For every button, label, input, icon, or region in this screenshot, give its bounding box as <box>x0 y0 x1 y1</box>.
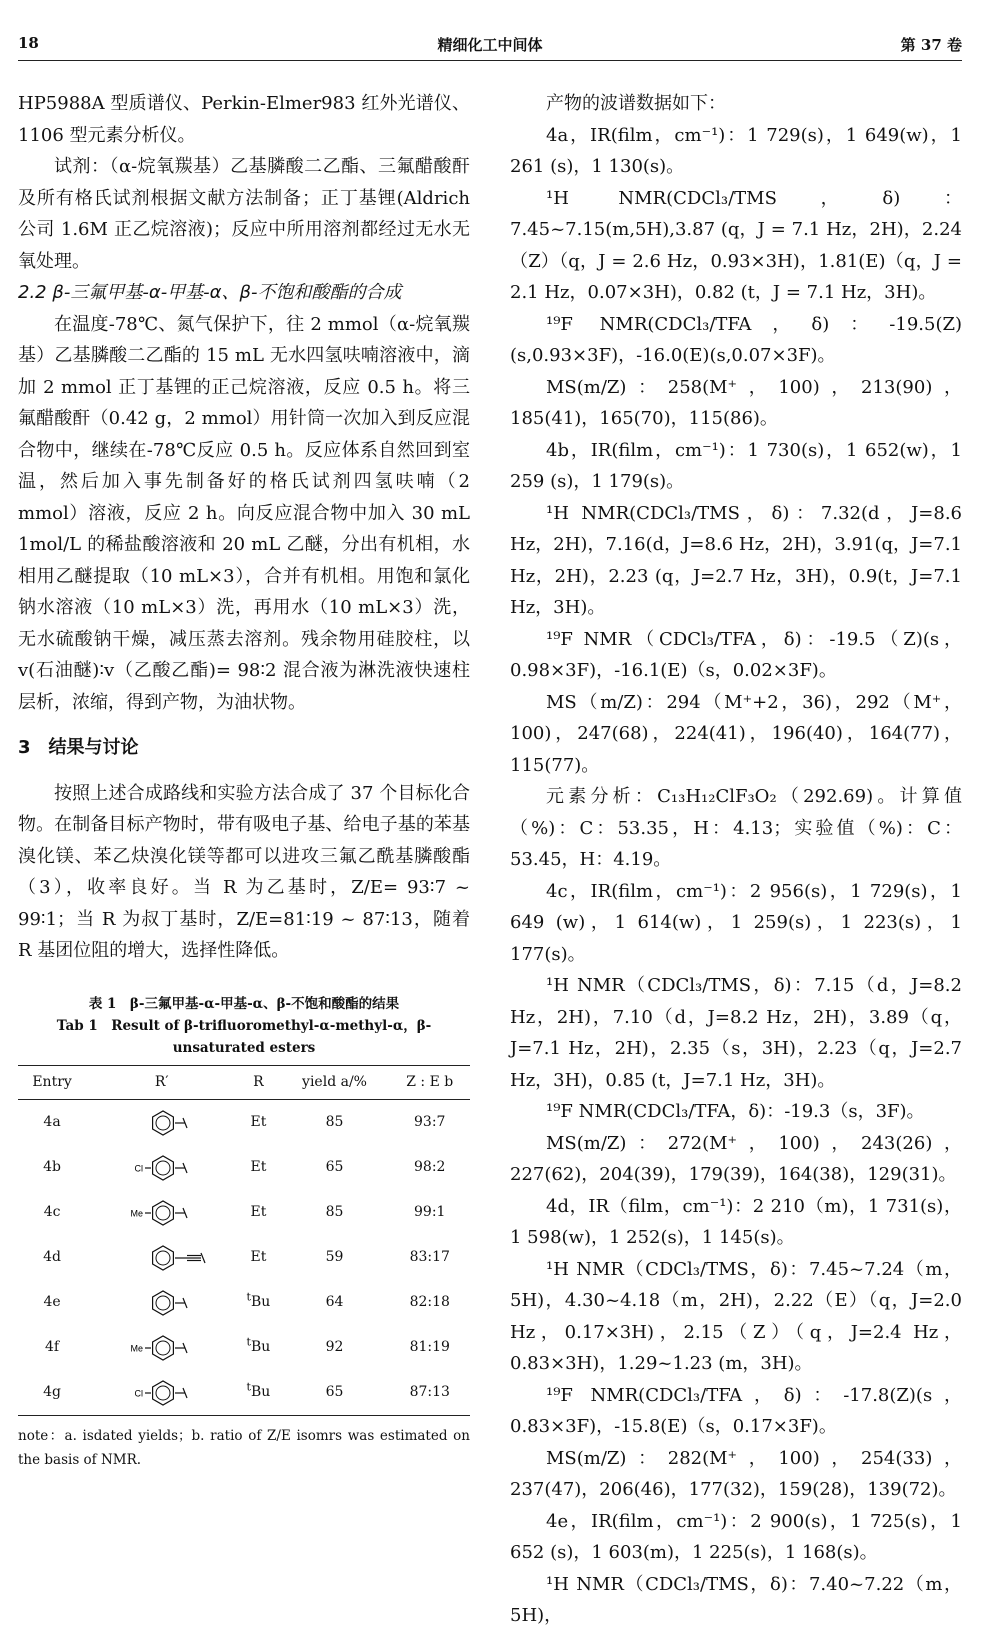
ze-ratio-cell: 98:2 <box>414 1158 446 1175</box>
ze-ratio-cell: 87:13 <box>390 1370 471 1416</box>
col-yield: yield a/% <box>280 1065 390 1100</box>
ze-ratio-cell: 93:7 <box>414 1113 446 1130</box>
substituent-structure-icon <box>117 1331 207 1365</box>
r-cell: $^t$Bu <box>237 1370 279 1416</box>
r-cell: Et <box>250 1203 267 1220</box>
substituent-structure-icon <box>117 1196 207 1230</box>
yield-cell: 92 <box>325 1338 344 1355</box>
volume-label: 第 37 卷 <box>900 36 962 54</box>
spectra-4e-ir: 4e，IR(film，cm⁻¹)：2 900(s)，1 725(s)，1 652 (s)，1 603(m)，1 225(s)，1 168(s)。 <box>510 1510 962 1563</box>
rprime-cell <box>86 1190 237 1235</box>
section-heading-results: 3 结果与讨论 <box>18 737 139 758</box>
results-paragraph: 按照上述合成路线和实验方法合成了 37 个目标化合物。在制备目标产物时，带有吸电子基、给电子基的苯基溴化镁、苯乙炔溴化镁等都可以进攻三氟乙酰基膦酸酯（3），收率良好。当 R 为乙基时，Z/E= 93∶7 ~ 99∶1；当 R 为叔丁基时，Z/E=81∶19 ~ 87∶13，随着 R 基团位阻的增大，选择性降低。 <box>18 782 470 961</box>
rprime-cell <box>86 1280 237 1325</box>
r-cell: Et <box>250 1113 267 1130</box>
rprime-cell <box>86 1100 237 1146</box>
chloro-label: Cl <box>134 1163 143 1173</box>
table-caption-cn: 表 1 β-三氟甲基-α-甲基-α、β-不饱和酸酯的结果 <box>88 995 400 1012</box>
methyl-label: Me <box>130 1208 143 1218</box>
col-rprime: R′ <box>86 1065 237 1100</box>
col-ze: Z : E b <box>390 1065 471 1100</box>
entry-cell: 4b <box>43 1158 61 1175</box>
yield-cell: 59 <box>325 1248 344 1265</box>
yield-cell: 65 <box>280 1370 390 1416</box>
spectra-4d-hnmr: ¹H NMR（CDCl₃/TMS，δ)：7.45~7.24（m，5H)，4.30~4.18（m，2H)，2.22（E）（q，J=2.0 Hz，0.17×3H)，2.15（Z）（q，J=2.4 Hz，0.83×3H)，1.29~1.23 (m，3H)。 <box>510 1258 962 1374</box>
table-header-row <box>18 1065 470 1100</box>
table-row <box>18 1370 470 1416</box>
spectra-4c-fnmr: ¹⁹F NMR(CDCl₃/TFA，δ)：-19.3（s，3F)。 <box>546 1101 925 1122</box>
table-row <box>18 1235 470 1280</box>
yield-cell: 65 <box>325 1158 344 1175</box>
r-cell: Et <box>250 1248 267 1265</box>
spectra-4c-ir: 4c，IR(film，cm⁻¹)：2 956(s)，1 729(s)，1 649 (w)，1 614(w)，1 259(s)，1 223(s)，1 177(s)。 <box>510 880 962 965</box>
table-note: note：a. isdated yields；b. ratio of Z/E isomrs was estimated on the basis of NMR. <box>18 1428 470 1468</box>
reagents-paragraph: 试剂：（α-烷氧羰基）乙基膦酸二乙酯、三氟醋酸酐及所有格氏试剂根据文献方法制备；正丁基锂(Aldrich 公司 1.6M 正乙烷溶液)；反应中所用溶剂都经过无水无氧处理。 <box>18 156 470 272</box>
subsection-heading: 2.2 β-三氟甲基-α-甲基-α、β-不饱和酸酯的合成 <box>18 282 402 303</box>
rprime-cell <box>86 1235 237 1280</box>
spectra-4a-ir: 4a，IR(film，cm⁻¹)：1 729(s)，1 649(w)，1 261 (s)，1 130(s)。 <box>510 124 962 177</box>
spectra-4b-ir: 4b，IR(film，cm⁻¹)：1 730(s)，1 652(w)，1 259 (s)，1 179(s)。 <box>510 439 962 492</box>
spectra-4d-ms: MS(m/Z)：282(M⁺，100)，254(33)，237(47)，206(46)，177(32)，159(28)，139(72)。 <box>510 1447 962 1500</box>
table-caption-en-2: unsaturated esters <box>172 1039 316 1056</box>
entry-cell: 4g <box>18 1370 86 1416</box>
table-caption-en-1: Tab 1 Result of β-trifluoromethyl-α-methyl-α，β- <box>56 1017 432 1034</box>
spectra-4a-hnmr: ¹H NMR(CDCl₃/TMS，δ)：7.45~7.15(m,5H),3.87 (q，J = 7.1 Hz，2H)，2.24（Z）（q，J = 2.6 Hz，0.93×3H)，1.81(E)（q，J = 2.1 Hz，0.07×3H)，0.82 (t，J = 7.1 Hz，3H)。 <box>510 187 962 303</box>
results-table <box>18 1065 470 1417</box>
rprime-cell <box>86 1370 237 1416</box>
yield-cell: 64 <box>325 1293 344 1310</box>
spectra-4c-hnmr: ¹H NMR（CDCl₃/TMS，δ)：7.15（d，J=8.2 Hz，2H)，7.10（d，J=8.2 Hz，2H)，3.89（q，J=7.1 Hz，2H)，2.35（s，3H)，2.23（q，J=2.7 Hz，3H)，0.85 (t，J=7.1 Hz，3H)。 <box>510 975 962 1091</box>
spectra-4b-ms: MS（m/Z)：294（M⁺+2，36)，292（M⁺，100)，247(68)，224(41)，196(40)，164(77)，115(77)。 <box>510 691 962 776</box>
chloro-label: Cl <box>134 1388 143 1398</box>
r-cell: $^t$Bu <box>246 1290 271 1310</box>
table-row <box>18 1100 470 1146</box>
entry-cell: 4a <box>43 1113 61 1130</box>
left-column <box>18 88 470 1472</box>
r-cell: $^t$Bu <box>246 1335 271 1355</box>
yield-cell: 85 <box>325 1203 344 1220</box>
substituent-structure-icon <box>117 1376 207 1410</box>
spectra-4b-hnmr: ¹H NMR(CDCl₃/TMS，δ)：7.32(d，J=8.6 Hz，2H)，7.16(d，J=8.6 Hz，2H)，3.91(q，J=7.1 Hz，2H)，2.23 (q，J=2.7 Hz，3H)，0.9(t，J=7.1 Hz，3H)。 <box>510 502 962 618</box>
methyl-label: Me <box>130 1343 143 1353</box>
rprime-cell <box>86 1145 237 1190</box>
entry-cell: 4f <box>45 1338 60 1355</box>
substituent-structure-icon <box>117 1241 207 1275</box>
col-r: R <box>237 1065 279 1100</box>
table-row <box>18 1325 470 1370</box>
spectra-4b-elemental: 元素分析：C₁₃H₁₂ClF₃O₂（292.69)。计算值（%)：C：53.35，H：4.13；实验值（%)：C：53.45，H：4.19。 <box>510 786 962 870</box>
entry-cell: 4c <box>43 1203 61 1220</box>
substituent-structure-icon <box>117 1151 207 1185</box>
spectra-4a-ms: MS(m/Z)：258(M⁺，100)，213(90)，185(41)，165(70)，115(86)。 <box>510 376 962 429</box>
spectra-4d-fnmr: ¹⁹F NMR(CDCl₃/TFA，δ)：-17.8(Z)(s，0.83×3F)，-15.8(E)（s，0.17×3F)。 <box>510 1384 962 1437</box>
table-row <box>18 1190 470 1235</box>
col-entry: Entry <box>18 1065 86 1100</box>
substituent-structure-icon <box>117 1106 207 1140</box>
spectra-4d-ir: 4d，IR（film，cm⁻¹)：2 210（m)，1 731(s)，1 598(w)，1 252(s)，1 145(s)。 <box>510 1195 962 1248</box>
page-number: 18 <box>18 34 39 52</box>
spectra-4b-fnmr: ¹⁹F NMR（CDCl₃/TFA，δ)：-19.5（Z)(s，0.98×3F)，-16.1(E)（s，0.02×3F)。 <box>510 628 962 681</box>
right-column <box>510 88 962 1632</box>
yield-cell: 85 <box>325 1113 344 1130</box>
spectra-4a-fnmr: ¹⁹F NMR(CDCl₃/TFA，δ)：-19.5(Z)(s,0.93×3F)，-16.0(E)(s,0.07×3F)。 <box>510 313 962 366</box>
substituent-structure-icon <box>117 1286 207 1320</box>
table-row <box>18 1280 470 1325</box>
r-cell: Et <box>250 1158 267 1175</box>
entry-cell: 4e <box>43 1293 61 1310</box>
instruments-paragraph: HP5988A 型质谱仪、Perkin-Elmer983 红外光谱仪、1106 型元素分析仪。 <box>18 93 470 146</box>
ze-ratio-cell: 82:18 <box>409 1293 450 1310</box>
ze-ratio-cell: 99:1 <box>414 1203 446 1220</box>
rprime-cell <box>86 1325 237 1370</box>
table-row <box>18 1145 470 1190</box>
spectra-intro: 产物的波谱数据如下： <box>546 93 726 114</box>
spectra-4c-ms: MS(m/Z)：272(M⁺，100)，243(26)，227(62)，204(39)，179(39)，164(38)，129(31)。 <box>510 1132 962 1185</box>
page-header <box>18 30 962 61</box>
journal-name: 精细化工中间体 <box>437 36 543 54</box>
entry-cell: 4d <box>43 1248 61 1265</box>
ze-ratio-cell: 83:17 <box>409 1248 450 1265</box>
spectra-4e-hnmr: ¹H NMR（CDCl₃/TMS，δ)：7.40~7.22（m，5H)， <box>510 1573 962 1626</box>
synthesis-paragraph: 在温度-78℃、氮气保护下，往 2 mmol（α-烷氧羰基）乙基膦酸二乙酯的 15 mL 无水四氢呋喃溶液中，滴加 2 mmol 正丁基锂的正己烷溶液，反应 0.5 h。将三氟醋酸酐（0.42 g，2 mmol）用针筒一次加入到反应混合物中，继续在-78℃反应 0.5 h。反应体系自然回到室温，然后加入事先制备好的格氏试剂四氢呋喃（2 mmol）溶液，反应 2 h。向反应混合物中加入 30 mL 1mol/L 的稀盐酸溶液和 20 mL 乙醚，分出有机相，水相用乙醚提取（10 mL×3），合并有机相。用饱和氯化钠水溶液（10 mL×3）洗，再用水（10 mL×3）洗，无水硫酸钠干燥，减压蒸去溶剂。残余物用硅胶柱，以 v(石油醚)∶v（乙酸乙酯)= 98∶2 混合液为淋洗液快速柱层析，浓缩，得到产物，为油状物。 <box>18 313 470 713</box>
ze-ratio-cell: 81:19 <box>409 1338 450 1355</box>
